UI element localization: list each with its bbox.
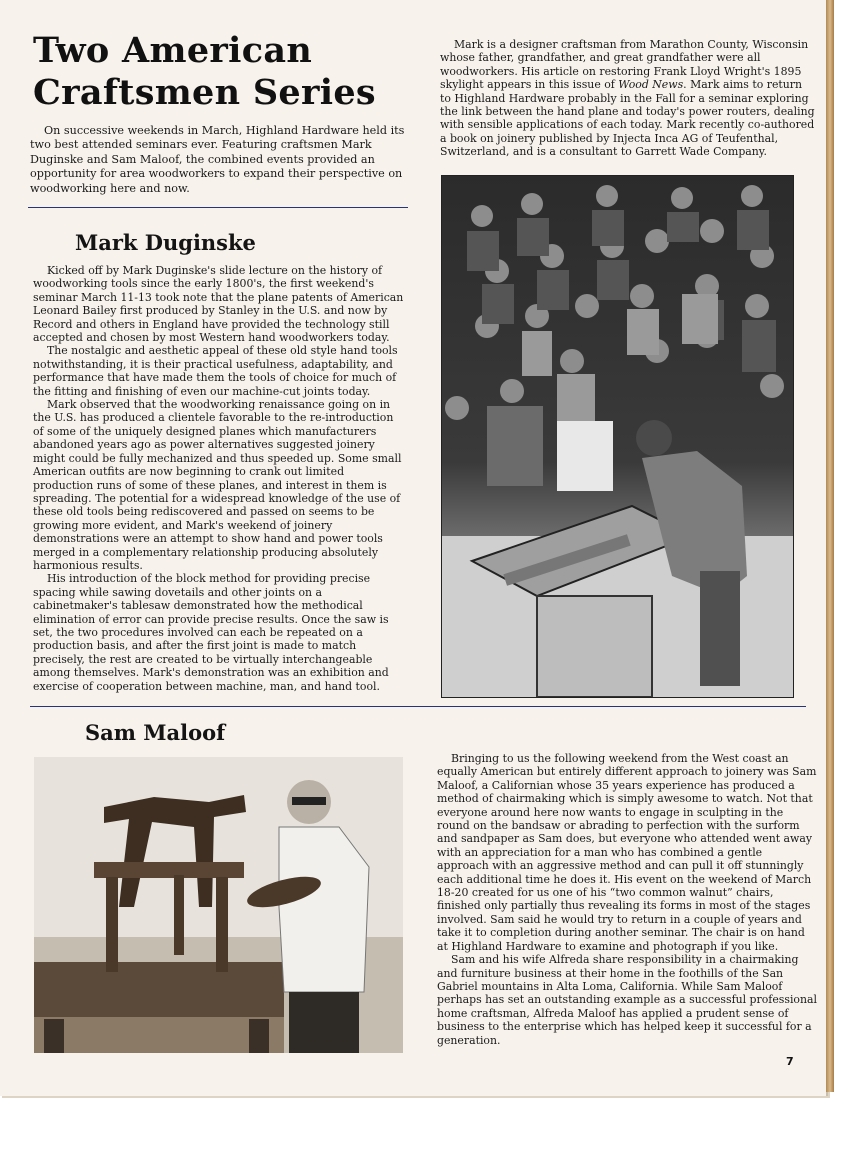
page-edge — [826, 0, 834, 1092]
section-divider-top — [28, 207, 408, 208]
sam-maloof-chair-photo — [34, 757, 403, 1053]
mark-paragraph: Kicked off by Mark Duginske's slide lecture on the history of woodworking tools since the early 1800's, the first weekend's seminar March 11-13 took note that the plane patents of American Leonard Bailey first produced by Stanley in the U.S. and now by Record and others in England have provided the technology still accepted and chosen by most Western hand woodworkers today. — [33, 264, 404, 345]
mark-section-body — [33, 264, 407, 693]
mark-paragraph: His introduction of the block method for providing precise spacing while sawing dovetails and other joints on a cabinetmaker's tablesaw demonstrated how the methodical elimination of error can provide precise results. Once the saw is set, the two procedures involved can each be repeated on a production basis, and after the first joint is made to match precisely, the rest are created to be virtually interchangeable among themselves. Mark's demonstration was an exhibition and exercise of cooperation between machine, man, and hand tool. — [33, 572, 389, 693]
sam-section-body — [437, 752, 817, 1047]
title-line-1: Two American — [33, 30, 313, 71]
mark-paragraph: Mark observed that the woodworking renaissance going on in the U.S. has produced a clientele favorable to the re-introduction of some of the uniquely designed planes which manufacturers abandoned years ago as power alternatives suggested joinery might could be fully mechanized and thus speeded up. Some small American outfits are now beginning to crank out limited production runs of some of these planes, and interest in them is spreading. The potential for a widespread knowledge of the use of these old tools being rediscovered and passed on seems to be growing more evident, and Mark's weekend of joinery demonstrations were an attempt to show hand and power tools merged in a complementary relationship producing absolutely harmonious results. — [33, 398, 402, 572]
mark-bio — [440, 38, 816, 159]
section-divider-middle — [30, 706, 806, 707]
mark-duginske-heading: Mark Duginske — [75, 230, 256, 255]
article-title — [33, 30, 413, 114]
sam-paragraph: Bringing to us the following weekend from the West coast an equally American but entirely different approach to joinery was Sam Maloof, a Californian whose 35 years experience has produced a method of chairmaking which is simply awesome to watch. Not that everyone around here now wants to engage in sculpting in the round on the bandsaw or abrading to perfection with the surform and sandpaper as Sam does, but everyone who attended went away with an appreciation for a man who has combined a gentle approach with an aggressive method and can pull it off stunningly each additional time he does it. His event on the weekend of March 18-20 created for us one of his “two common walnut” chairs, finished only partially thus revealing its forms in most of the stages involved. Sam said he would try to return in a couple of years and take it to completion during another seminar. The chair is on hand at Highland Hardware to examine and photograph if you like. — [437, 752, 817, 953]
sam-paragraph: Sam and his wife Alfreda share responsibility in a chairmaking and furniture business at their home in the foothills of the San Gabriel mountains in Alta Loma, California. While Sam Maloof perhaps has set an outstanding example as a successful professional home craftsman, Alfreda Maloof has applied a prudent sense of business to the enterprise which has helped keep it successful for a generation. — [437, 953, 817, 1047]
page-number: 7 — [786, 1055, 794, 1068]
mark-bio-publication: Wood News — [618, 78, 684, 92]
mark-paragraph: The nostalgic and aesthetic appeal of these old style hand tools notwithstanding, it is their practical usefulness, adaptability, and performance that have made them the tools of choice for much of the fitting and finishing of even our machine-cut joints today. — [33, 344, 398, 398]
mark-bio-text-1: Mark is a designer craftsman from Marathon County, Wisconsin whose father, grandfather, and great grandfather were all woodworkers. His article on restoring Frank Lloyd Wright's 1895 skylight appears in this issue of — [440, 38, 809, 92]
mark-bio-text-2: . Mark aims to return to Highland Hardware probably in the Fall for a seminar exploring the link between the hand plane and today's power routers, dealing with sensible applications of each today. Mark recently co-authored a book on joinery published by Injecta Inca AG of Teufenthal, Switzerland, and is a consultant to Garrett Wade Company. — [440, 78, 815, 159]
seminar-audience-photo — [441, 175, 794, 698]
sam-maloof-heading: Sam Maloof — [85, 720, 226, 745]
title-line-2: Craftsmen Series — [33, 72, 376, 113]
sam-photo-image — [34, 757, 403, 1053]
seminar-photo-image — [442, 176, 793, 697]
article-intro: On successive weekends in March, Highland Hardware held its two best attended seminars ever. Featuring craftsmen Mark Duginske and Sam Maloof, the combined events provided an opportunity for area woodworkers to expand their perspective on woodworking here and now. — [30, 124, 405, 195]
